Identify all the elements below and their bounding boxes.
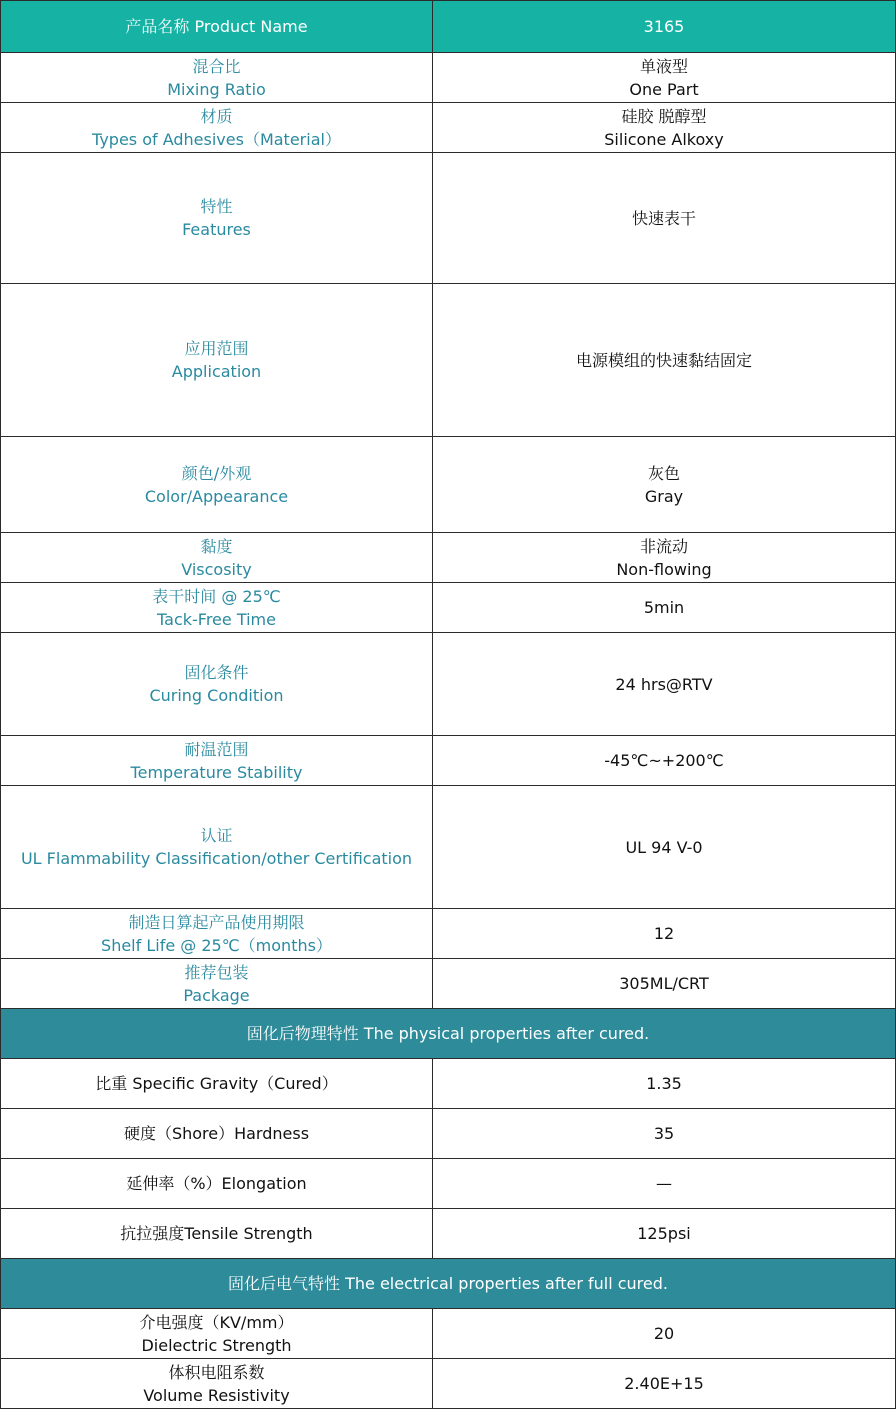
- tensile-strength-value: 125psi: [433, 1209, 896, 1259]
- table-row: [1, 633, 896, 736]
- hardness-label: 硬度（Shore）Hardness: [1, 1109, 433, 1159]
- application-value: 电源模组的快速黏结固定: [433, 284, 896, 437]
- table-row: [1, 284, 896, 437]
- table-row: [1, 153, 896, 284]
- elongation-label: 延伸率（%）Elongation: [1, 1159, 433, 1209]
- table-row: [1, 1159, 896, 1209]
- electrical-section-title: 固化后电气特性 The electrical properties after full cured.: [1, 1259, 896, 1309]
- product-name-value: 3165: [433, 1, 896, 53]
- curing-condition-label: 固化条件 Curing Condition: [1, 633, 433, 736]
- package-label: 推荐包装 Package: [1, 959, 433, 1009]
- color-value: 灰色 Gray: [433, 437, 896, 533]
- specific-gravity-label: 比重 Specific Gravity（Cured）: [1, 1059, 433, 1109]
- package-value: 305ML/CRT: [433, 959, 896, 1009]
- table-row: [1, 786, 896, 909]
- table-row: [1, 437, 896, 533]
- tack-free-value: 5min: [433, 583, 896, 633]
- table-row: [1, 959, 896, 1009]
- material-value: 硅胶 脱醇型 Silicone Alkoxy: [433, 103, 896, 153]
- table-row: [1, 1109, 896, 1159]
- shelf-life-label: 制造日算起产品使用期限 Shelf Life @ 25℃（months）: [1, 909, 433, 959]
- table-row: [1, 1359, 896, 1409]
- tack-free-label: 表干时间 @ 25℃ Tack-Free Time: [1, 583, 433, 633]
- tensile-strength-label: 抗拉强度Tensile Strength: [1, 1209, 433, 1259]
- electrical-section-header: [1, 1259, 896, 1309]
- table-row: [1, 103, 896, 153]
- table-row: [1, 909, 896, 959]
- dielectric-strength-value: 20: [433, 1309, 896, 1359]
- viscosity-label: 黏度 Viscosity: [1, 533, 433, 583]
- volume-resistivity-value: 2.40E+15: [433, 1359, 896, 1409]
- mixing-ratio-value: 单液型 One Part: [433, 53, 896, 103]
- table-row: [1, 1209, 896, 1259]
- certification-label: 认证 UL Flammability Classification/other Certification: [1, 786, 433, 909]
- viscosity-value: 非流动 Non-flowing: [433, 533, 896, 583]
- table-row: [1, 583, 896, 633]
- temperature-stability-label: 耐温范围 Temperature Stability: [1, 736, 433, 786]
- table-row: [1, 533, 896, 583]
- hardness-value: 35: [433, 1109, 896, 1159]
- physical-section-title: 固化后物理特性 The physical properties after cured.: [1, 1009, 896, 1059]
- volume-resistivity-label: 体积电阻系数 Volume Resistivity: [1, 1359, 433, 1409]
- table-row: [1, 736, 896, 786]
- mixing-ratio-label: 混合比 Mixing Ratio: [1, 53, 433, 103]
- certification-value: UL 94 V-0: [433, 786, 896, 909]
- physical-section-header: [1, 1009, 896, 1059]
- features-label: 特性 Features: [1, 153, 433, 284]
- application-label: 应用范围 Application: [1, 284, 433, 437]
- shelf-life-value: 12: [433, 909, 896, 959]
- dielectric-strength-label: 介电强度（KV/mm） Dielectric Strength: [1, 1309, 433, 1359]
- table-row: [1, 53, 896, 103]
- elongation-value: —: [433, 1159, 896, 1209]
- color-label: 颜色/外观 Color/Appearance: [1, 437, 433, 533]
- features-value: 快速表干: [433, 153, 896, 284]
- product-name-label: 产品名称 Product Name: [1, 1, 433, 53]
- table-row: [1, 1309, 896, 1359]
- table-row: [1, 1059, 896, 1109]
- temperature-stability-value: -45℃~+200℃: [433, 736, 896, 786]
- specific-gravity-value: 1.35: [433, 1059, 896, 1109]
- curing-condition-value: 24 hrs@RTV: [433, 633, 896, 736]
- header-row: [1, 1, 896, 53]
- material-label: 材质 Types of Adhesives（Material）: [1, 103, 433, 153]
